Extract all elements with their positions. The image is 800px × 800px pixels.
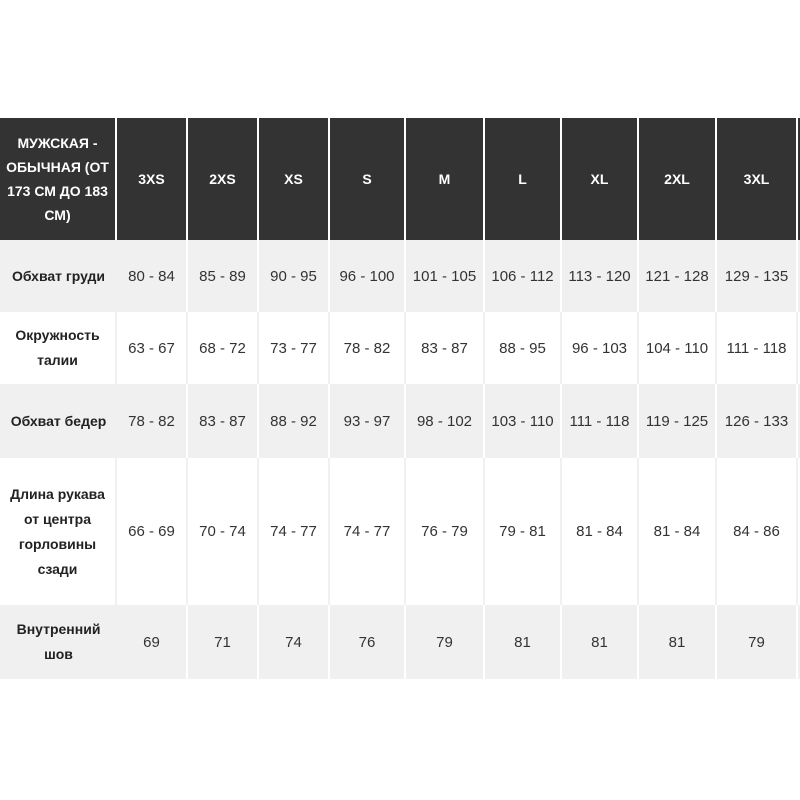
table-cell: 96 - 100 xyxy=(330,240,406,312)
table-cell: 81 - 84 xyxy=(639,458,717,605)
table-cell: 126 - 133 xyxy=(717,384,798,458)
table-row xyxy=(0,384,800,458)
table-cell: 129 - 135 xyxy=(717,240,798,312)
table-cell: 81 - 84 xyxy=(562,458,639,605)
size-header-2xs: 2XS xyxy=(188,118,259,240)
table-cell: 73 - 77 xyxy=(259,312,330,384)
table-cell: 84 - 86 xyxy=(717,458,798,605)
size-header-xs: XS xyxy=(259,118,330,240)
table-cell: 111 - 118 xyxy=(562,384,639,458)
size-header-m: M xyxy=(406,118,485,240)
table-cell: 74 - 77 xyxy=(330,458,406,605)
table-cell: 66 - 69 xyxy=(117,458,188,605)
table-cell: 80 - 84 xyxy=(117,240,188,312)
table-cell: 63 - 67 xyxy=(117,312,188,384)
row-label-waist: Окружность талии xyxy=(0,312,117,384)
table-corner-label: МУЖСКАЯ - ОБЫЧНАЯ (ОТ 173 СМ ДО 183 СМ) xyxy=(0,118,117,240)
table-cell: 78 - 82 xyxy=(117,384,188,458)
table-cell: 85 - 89 xyxy=(188,240,259,312)
table-cell: 103 - 110 xyxy=(485,384,562,458)
table-cell: 79 - 81 xyxy=(485,458,562,605)
table-cell: 74 xyxy=(259,605,330,679)
table-cell: 81 xyxy=(639,605,717,679)
table-cell: 71 xyxy=(188,605,259,679)
row-label-hips: Обхват бедер xyxy=(0,384,117,458)
table-cell: 96 - 103 xyxy=(562,312,639,384)
table-cell: 88 - 92 xyxy=(259,384,330,458)
table-cell: 68 - 72 xyxy=(188,312,259,384)
table-cell: 98 - 102 xyxy=(406,384,485,458)
table-cell: 83 - 87 xyxy=(188,384,259,458)
row-label-sleeve-length: Длина рукава от центра горловины сзади xyxy=(0,458,117,605)
table-cell: 111 - 118 xyxy=(717,312,798,384)
header-row xyxy=(0,118,800,240)
size-header-3xs: 3XS xyxy=(117,118,188,240)
table-row xyxy=(0,240,800,312)
row-label-chest: Обхват груди xyxy=(0,240,117,312)
table-cell: 106 - 112 xyxy=(485,240,562,312)
row-label-inseam: Внутренний шов xyxy=(0,605,117,679)
table-row xyxy=(0,605,800,679)
table-cell: 79 xyxy=(406,605,485,679)
table-cell: 104 - 110 xyxy=(639,312,717,384)
table-cell: 79 xyxy=(717,605,798,679)
table-cell: 74 - 77 xyxy=(259,458,330,605)
table-cell: 93 - 97 xyxy=(330,384,406,458)
table-cell: 90 - 95 xyxy=(259,240,330,312)
size-header-l: L xyxy=(485,118,562,240)
table-cell: 119 - 125 xyxy=(639,384,717,458)
size-header-s: S xyxy=(330,118,406,240)
table-cell: 70 - 74 xyxy=(188,458,259,605)
table-cell: 69 xyxy=(117,605,188,679)
table-row xyxy=(0,312,800,384)
table-cell: 76 - 79 xyxy=(406,458,485,605)
table-cell: 81 xyxy=(562,605,639,679)
table-row xyxy=(0,458,800,605)
table-cell: 81 xyxy=(485,605,562,679)
table-cell: 88 - 95 xyxy=(485,312,562,384)
table-cell: 83 - 87 xyxy=(406,312,485,384)
table-cell: 101 - 105 xyxy=(406,240,485,312)
table-cell: 113 - 120 xyxy=(562,240,639,312)
size-chart-table xyxy=(0,118,800,679)
size-header-2xl: 2XL xyxy=(639,118,717,240)
size-header-3xl: 3XL xyxy=(717,118,798,240)
size-header-xl: XL xyxy=(562,118,639,240)
table-cell: 76 xyxy=(330,605,406,679)
table-cell: 121 - 128 xyxy=(639,240,717,312)
table-cell: 78 - 82 xyxy=(330,312,406,384)
